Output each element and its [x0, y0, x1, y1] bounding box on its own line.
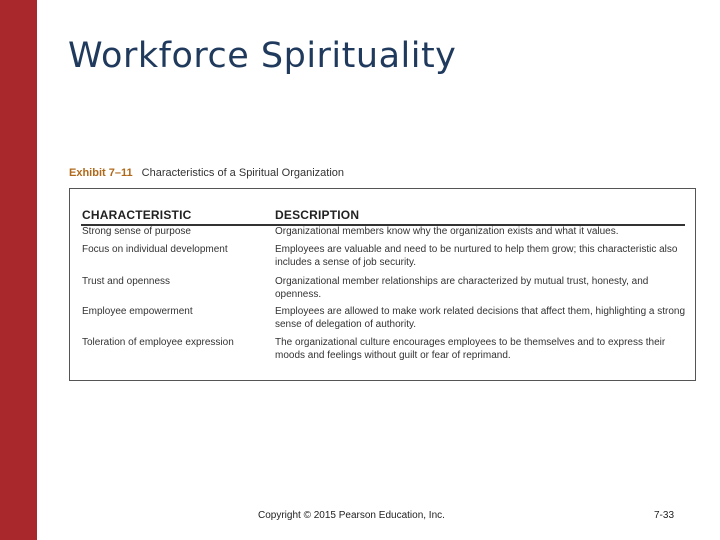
column-header-characteristic: CHARACTERISTIC — [82, 208, 192, 222]
characteristic-cell: Strong sense of purpose — [82, 226, 191, 237]
description-cell: Organizational members know why the organization exists and what it values. — [275, 226, 619, 237]
exhibit-number: Exhibit 7–11 — [69, 167, 133, 179]
copyright-footer: Copyright © 2015 Pearson Education, Inc. — [258, 510, 445, 521]
exhibit-caption: Characteristics of a Spiritual Organization — [141, 167, 345, 179]
description-cell: Organizational member relationships are characterized by mutual trust, honesty, and openness. — [275, 276, 649, 300]
table-header — [81, 206, 685, 226]
exhibit-table — [69, 188, 696, 381]
column-header-description: DESCRIPTION — [275, 208, 360, 222]
left-accent-bar — [0, 0, 37, 540]
characteristic-cell: Trust and openness — [82, 276, 171, 287]
characteristic-cell: Focus on individual development — [82, 244, 228, 255]
exhibit-heading — [69, 167, 344, 179]
description-cell: The organizational culture encourages employees to be themselves and to express their moods and feelings without guilt or fear of reprimand. — [275, 337, 666, 361]
characteristic-cell: Toleration of employee expression — [82, 337, 234, 348]
slide-title: Workforce Spirituality — [68, 36, 457, 76]
characteristic-cell: Employee empowerment — [82, 306, 193, 317]
description-cell: Employees are allowed to make work related decisions that affect them, highlighting a strong sense of delegation of authority. — [275, 306, 686, 330]
description-cell: Employees are valuable and need to be nurtured to help them grow; this characteristic also includes a sense of job security. — [275, 244, 678, 268]
page-number: 7-33 — [654, 510, 675, 521]
